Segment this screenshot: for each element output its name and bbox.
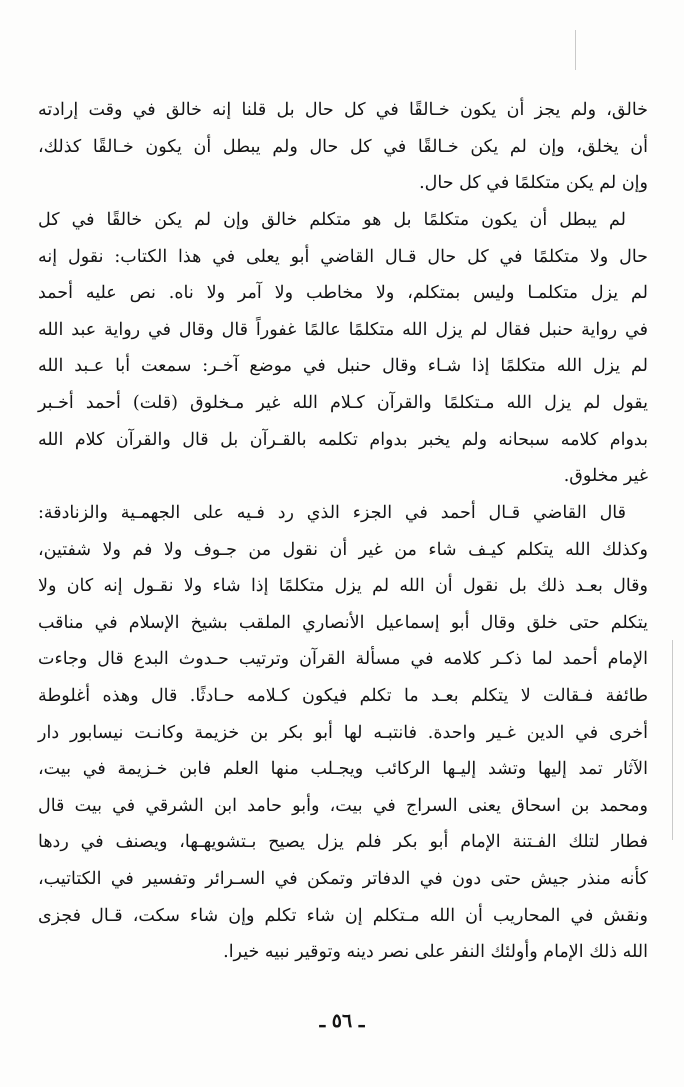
text-line: أن يخلق، وإن لم يكن خـالقًا في كل حال ولم يبطل أن يكون خـالقًا كذلك، [38, 136, 648, 157]
paragraph-3 [38, 495, 648, 971]
text-line: ونقش في المحاريب أن الله مـتكلم إن شاء تكلم وإن شاء سكت، قـال فجزى [38, 905, 648, 926]
text-line: كأنه منذر جيش حتى دون في الدفاتر وتمكن في السـرائر وتفسير في الكتاتيب، [38, 868, 648, 889]
text-line: وقال بعـد ذلك بل نقول أن الله لم يزل متكلمًا إذا شاء ولا نقـول إنه كان ولا [38, 576, 648, 597]
scan-margin-mark [575, 30, 576, 70]
text-line: خالق، ولم يجز أن يكون خـالقًا في كل حال بل قلنا إنه خالق في وقت إرادته [38, 100, 648, 120]
text-line: لم يزل متكلمـا وليس بمتكلم، ولا مخاطب ولا آمر ولا ناه. نص عليه أحمد [38, 283, 648, 304]
text-line: غير مخلوق. [563, 466, 648, 487]
text-line: لم يزل الله متكلمًا إذا شـاء وقال حنبل في موضع آخـر: سمعت أبا عـبد الله [38, 356, 648, 377]
paragraph-1 [38, 92, 648, 202]
text-line: فطار لتلك الفـتنة الإمام أبو بكر فلم يزل يصيح بـتشويهـها، ويصنف في ردها [38, 832, 648, 853]
text-line: حال ولا متكلمًا في كل حال قـال القاضي أبو يعلى في هذا الكتاب: نقول إنه [38, 246, 648, 267]
text-line: الإمام أحمد لما ذكـر كلامه في مسألة القرآن وترتيب حـدوث البدع قال وجاءت [38, 649, 648, 670]
text-line: الآثار تمد إليها وتشد إليـها الركائب ويجـلب منها العلم فابن خـزيمة في بيت، [38, 759, 648, 780]
text-line: طائفة فـقالت لا يتكلم بعـد ما تكلم فيكون كـلامه حـادثًا. قال وهذه أغلوطة [38, 685, 648, 706]
text-line: يتكلم حتى خلق وقال أبو إسماعيل الأنصاري الملقب بشيخ الإسلام في مناقب [38, 612, 648, 633]
text-line: يقول لم يزل الله مـتكلمًا والقرآن كـلام الله غير مـخلوق (قلت) أحمد أخـبر [38, 392, 648, 413]
paragraph-2 [38, 202, 648, 495]
text-line: في رواية حنبل فقال لم يزل الله متكلمًا عالمًا غفوراً قال وقال في رواية عبد الله [38, 319, 648, 340]
text-line: وكذلك الله يتكلم كيـف شاء من غير أن نقول من جـوف ولا فم ولا شفتين، [38, 539, 648, 560]
text-line: ومحمد بن اسحاق يعنى السراج في بيت، وأبو حامد ابن الشرقي في بيت قال [38, 795, 648, 816]
text-line: وإن لم يكن متكلمًا في كل حال. [419, 173, 648, 194]
text-line: بدوام كلامه سبحانه ولم يخبر بدوام تكلمه بالقـرآن بل قال والقرآن كلام الله [38, 429, 648, 450]
text-line: الله ذلك الإمام وأولئك النفر على نصر دينه وتوقير نبيه خيرا. [223, 942, 648, 963]
text-line: لم يبطل أن يكون متكلمًا بل هو متكلم خالق وإن لم يكن خالقًا في كل [38, 210, 626, 230]
text-line: قال القاضي قـال أحمد في الجزء الذي رد فـيه على الجهمـية والزنادقة: [38, 503, 626, 523]
page-number: ـ ٥٦ ـ [319, 1010, 365, 1032]
scan-margin-mark [672, 640, 673, 840]
text-line: أخرى في الدين غـير واحدة. فانتبـه لها أبو بكر بن خزيمة وكانـت نيسابور دار [38, 722, 648, 743]
